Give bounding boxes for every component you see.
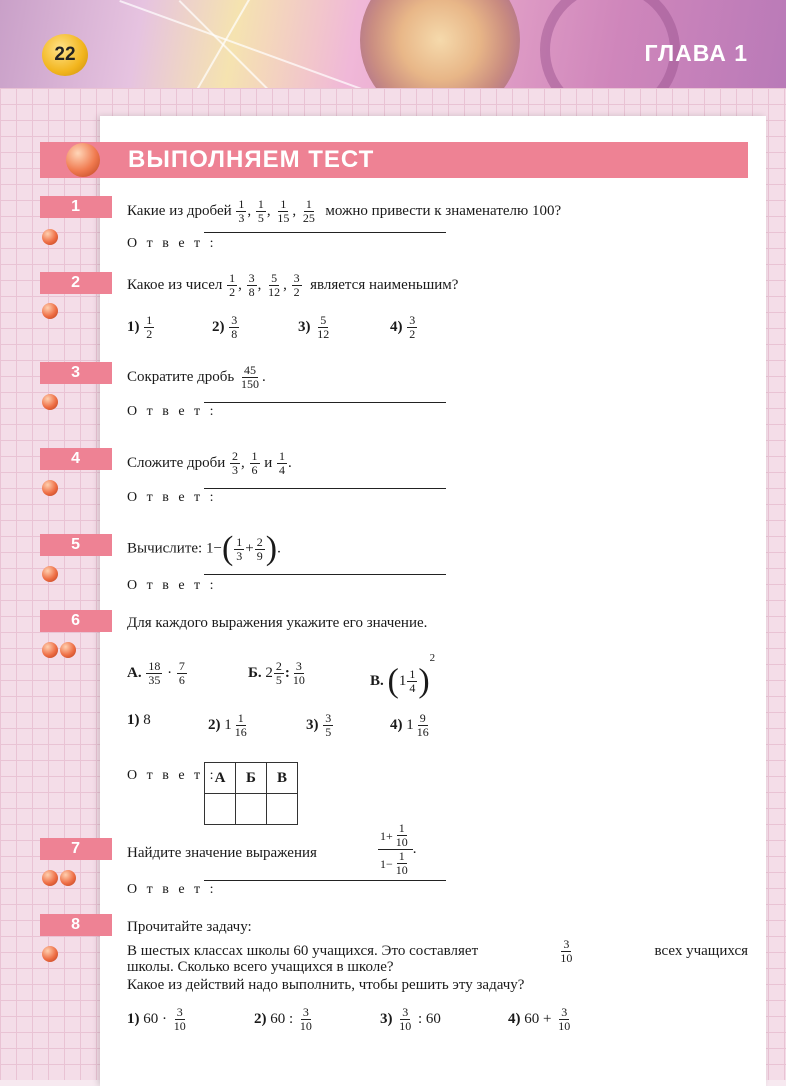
table-header-b: Б	[236, 763, 267, 794]
task-5-question: Вычислите: 1−( $\frac{1}{3}$ + $\frac{2}{9}$ ).	[127, 530, 281, 567]
task-2-option-4[interactable]: 4) $\frac{3}{2}$	[390, 313, 416, 341]
task-7-question: Найдите значение выражения	[127, 845, 317, 861]
table-header-v: В	[267, 763, 298, 794]
difficulty-dot-icon	[42, 870, 58, 886]
task-6-expr-b: Б. 2 $\frac{2}{5}$ : $\frac{3}{10}$	[248, 659, 305, 687]
difficulty-dot-icon	[42, 642, 58, 658]
task-8-line-2: В шестых классах школы 60 учащихся. Это составляет $\frac{3}{10}$ всех учащихся	[127, 937, 748, 965]
table-header-a: А	[205, 763, 236, 794]
task-2-option-2[interactable]: 2) $\frac{3}{8}$	[212, 313, 238, 341]
task-8-line-1: Прочитайте задачу:	[127, 919, 252, 935]
difficulty-dot-icon	[42, 946, 58, 962]
task-3-question: Сократите дробь $\frac{45}{150}$ .	[127, 363, 266, 391]
task-8-line-3: школы. Сколько всего учащихся в школе?	[127, 959, 394, 975]
answer-field-3[interactable]	[204, 402, 446, 403]
task-6-answer-table	[204, 762, 298, 825]
chapter-label: ГЛАВА 1	[644, 40, 748, 66]
task-1-question: Какие из дробей $\frac{1}{3}$ , $\frac{1}{5}$ , $\frac{1}{15}$ , $\frac{1}{25}$ можно привести к знаменателю 100?	[127, 197, 562, 225]
title-ball-icon	[66, 143, 100, 177]
task-number-2: 2	[40, 272, 112, 294]
difficulty-dot-icon	[42, 394, 58, 410]
answer-field-1[interactable]	[204, 232, 446, 233]
answer-field-5[interactable]	[204, 574, 446, 575]
task-number-8: 8	[40, 914, 112, 936]
task-8-option-2[interactable]: 2) 60 : $\frac{3}{10}$	[254, 1005, 312, 1033]
compass-illustration	[360, 0, 520, 88]
task-6-option-1[interactable]: 1) 8	[127, 712, 151, 728]
task-6-expr-c: В. (1 $\frac{1}{4}$ )$^2$	[370, 652, 436, 700]
answer-field-4[interactable]	[204, 488, 446, 489]
task-number-4: 4	[40, 448, 112, 470]
difficulty-dot-icon	[60, 870, 76, 886]
task-number-3: 3	[40, 362, 112, 384]
answer-label: О т в е т :	[127, 236, 217, 251]
task-8-line-4: Какое из действий надо выполнить, чтобы решить эту задачу?	[127, 977, 525, 993]
answer-label: О т в е т :	[127, 404, 217, 419]
answer-field-7[interactable]	[204, 880, 446, 881]
task-6-option-4[interactable]: 4) 1 $\frac{9}{16}$	[390, 711, 429, 739]
task-2-option-3[interactable]: 3) $\frac{5}{12}$	[298, 313, 330, 341]
task-number-7: 7	[40, 838, 112, 860]
task-7-compound-fraction: 1 + $\frac{1}{10}$ 1 − $\frac{1}{10}$ .	[380, 821, 417, 877]
task-6-question: Для каждого выражения укажите его значение.	[127, 615, 428, 631]
task-2-question: Какое из чисел $\frac{1}{2}$ , $\frac{3}{8}$ , $\frac{5}{12}$ , $\frac{3}{2}$ является наименьшим?	[127, 271, 459, 299]
answer-label: О т в е т :	[127, 768, 217, 783]
difficulty-dot-icon	[60, 642, 76, 658]
task-8-option-1[interactable]: 1) 60 · $\frac{3}{10}$	[127, 1005, 186, 1033]
difficulty-dot-icon	[42, 480, 58, 496]
task-number-5: 5	[40, 534, 112, 556]
task-8-option-4[interactable]: 4) 60 + $\frac{3}{10}$	[508, 1005, 571, 1033]
answer-cell-b[interactable]	[236, 794, 267, 825]
task-number-6: 6	[40, 610, 112, 632]
task-8-option-3[interactable]: 3) $\frac{3}{10}$ : 60	[380, 1005, 441, 1033]
answer-cell-v[interactable]	[267, 794, 298, 825]
difficulty-dot-icon	[42, 229, 58, 245]
page-number-badge: 22	[42, 34, 88, 76]
answer-label: О т в е т :	[127, 578, 217, 593]
answer-label: О т в е т :	[127, 882, 217, 897]
task-6-option-3[interactable]: 3) $\frac{3}{5}$	[306, 711, 332, 739]
difficulty-dot-icon	[42, 566, 58, 582]
difficulty-dot-icon	[42, 303, 58, 319]
answer-label: О т в е т :	[127, 490, 217, 505]
task-6-option-2[interactable]: 2) 1 $\frac{1}{16}$	[208, 711, 247, 739]
answer-cell-a[interactable]	[205, 794, 236, 825]
task-2-option-1[interactable]: 1) $\frac{1}{2}$	[127, 313, 153, 341]
section-title: ВЫПОЛНЯЕМ ТЕСТ	[128, 146, 375, 173]
task-number-1: 1	[40, 196, 112, 218]
task-4-question: Сложите дроби $\frac{2}{3}$ , $\frac{1}{6}$ и $\frac{1}{4}$ .	[127, 449, 292, 477]
task-6-expr-a: А. $\frac{18}{35}$ · $\frac{7}{6}$	[127, 659, 185, 687]
header-banner	[0, 0, 786, 88]
